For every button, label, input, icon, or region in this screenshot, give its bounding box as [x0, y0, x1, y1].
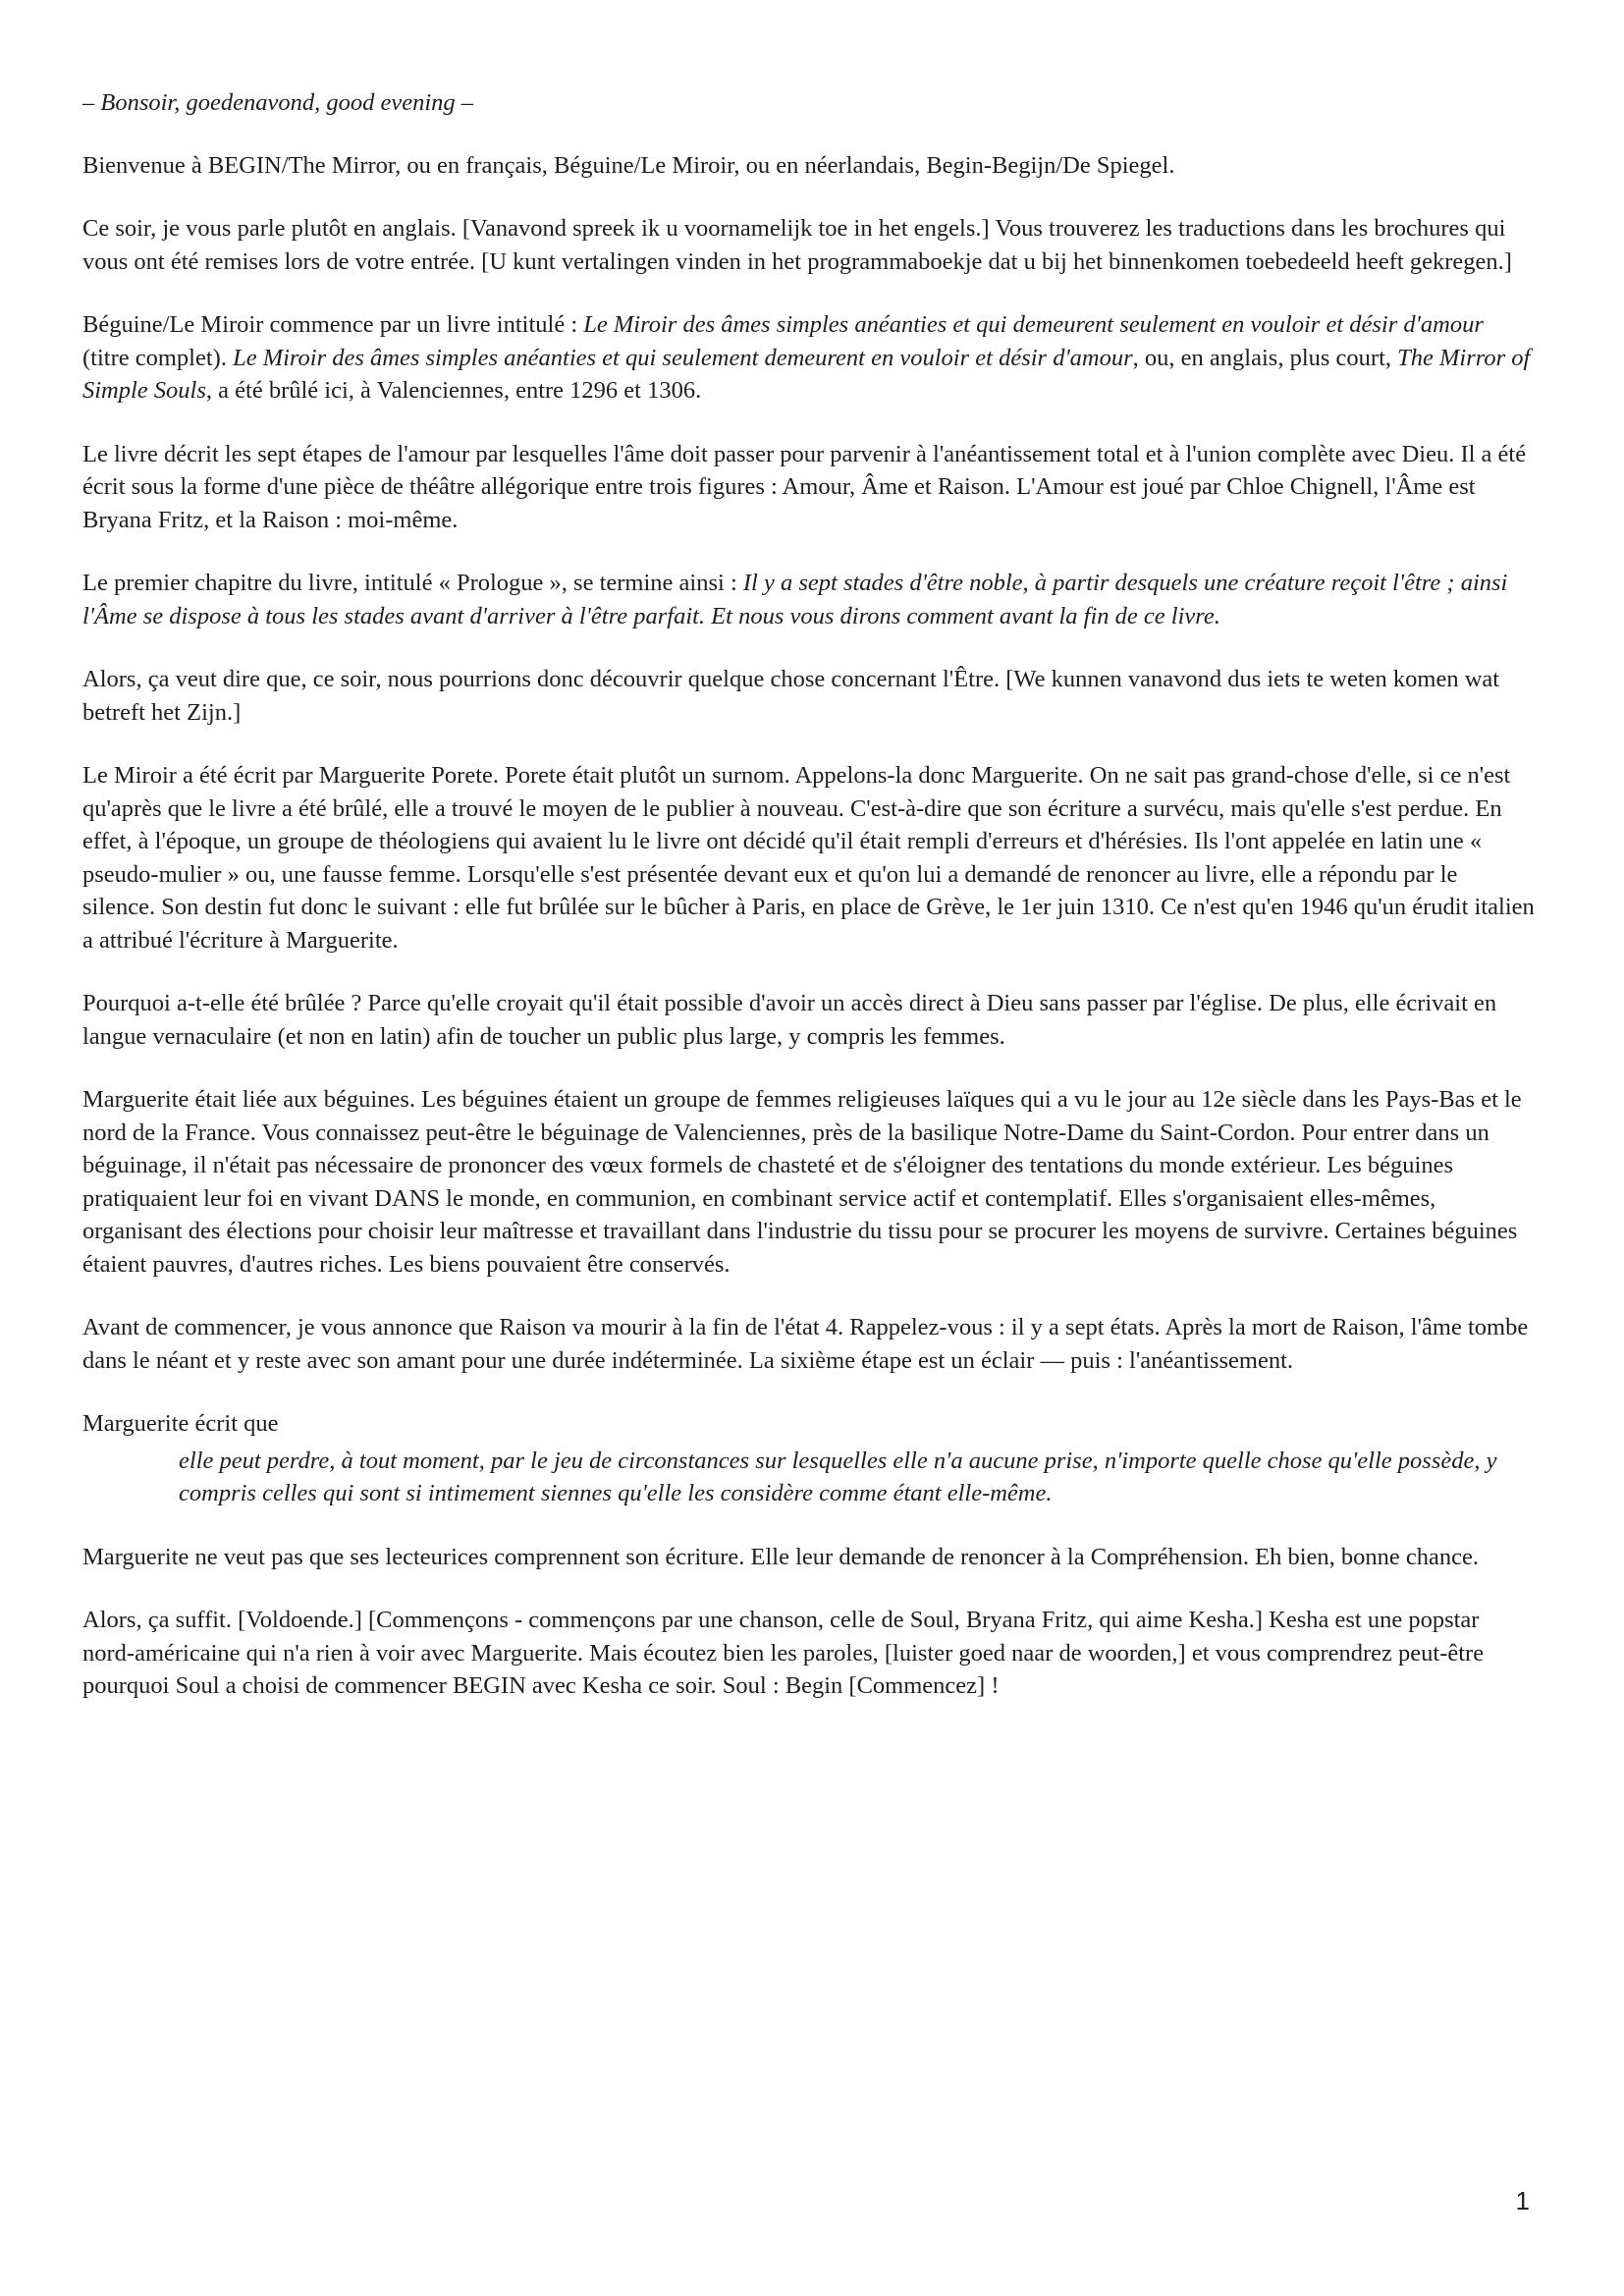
document-body: [82, 86, 1536, 1733]
book-text-3: , ou, en anglais, plus court,: [1132, 344, 1398, 371]
book-paragraph: [82, 308, 1536, 408]
book-text-2: (titre complet).: [82, 344, 234, 371]
prologue-quote: Il y a sept stades d'être noble, à partir desquels une créature reçoit l'être ; ainsi l'Âme se dispose à tous les stades avant d'arriver à l'être parfait. Et nous vous dirons comment avant la fin de ce livre.: [82, 570, 1508, 629]
book-title-full: Le Miroir des âmes simples anéanties et qui demeurent seulement en vouloir et désir d'amour: [583, 311, 1484, 338]
understanding-paragraph: Marguerite ne veut pas que ses lecteurices comprennent son écriture. Elle leur demande de renoncer à la Compréhension. Eh bien, bonne chance.: [82, 1543, 1480, 1570]
block-quote: elle peut perdre, à tout moment, par le jeu de circonstances sur lesquelles elle n'a aucune prise, n'importe quelle chose qu'elle possède, y compris celles qui sont si intimement siennes qu'elle les considère comme étant elle-même.: [179, 1447, 1497, 1506]
marguerite-paragraph: Le Miroir a été écrit par Marguerite Porete. Porete était plutôt un surnom. Appelons-la donc Marguerite. On ne sait pas grand-chose d'elle, si ce n'est qu'après que le livre a été brûlé, elle a trouvé le moyen de le publier à nouveau. C'est-à-dire que son écriture a survécu, mais qu'elle s'est perdue. En effet, à l'époque, un groupe de théologiens qui avaient lu le livre ont décidé qu'il était rempli d'erreurs et d'hérésies. Ils l'ont appelée en latin une « pseudo-mulier » ou, une fausse femme. Lorsqu'elle s'est présentée devant eux et qu'on lui a demandé de renoncer au livre, elle a répondu par le silence. Son destin fut donc le suivant : elle fut brûlée sur le bûcher à Paris, en place de Grève, le 1er juin 1310. Ce n'est qu'en 1946 qu'un érudit italien a attribué l'écriture à Marguerite.: [82, 762, 1535, 954]
closing-paragraph: Alors, ça suffit. [Voldoende.] [Commençons - commençons par une chanson, celle de Soul, Bryana Fritz, qui aime Kesha.] Kesha est une popstar nord-américaine qui n'a rien à voir avec Marguerite. Mais écoutez bien les paroles, [luister goed naar de woorden,] et vous comprendrez peut-être pourquoi Soul a choisi de commencer BEGIN avec Kesha ce soir. Soul : Begin [Commencez] !: [82, 1607, 1485, 1699]
prologue-paragraph: [82, 567, 1536, 632]
why-paragraph: Pourquoi a-t-elle été brûlée ? Parce qu'elle croyait qu'il était possible d'avoir un accès direct à Dieu sans passer par l'église. De plus, elle écrivait en langue vernaculaire (et non en latin) afin de toucher un public plus large, y compris les femmes.: [82, 990, 1497, 1050]
greeting: – Bonsoir, goedenavond, good evening –: [82, 89, 474, 116]
prologue-text: Le premier chapitre du livre, intitulé « Prologue », se termine ainsi :: [82, 570, 743, 596]
stages-paragraph: Le livre décrit les sept étapes de l'amour par lesquelles l'âme doit passer pour parvenir à l'anéantissement total et à l'union complète avec Dieu. Il a été écrit sous la forme d'une pièce de théâtre allégorique entre trois figures : Amour, Âme et Raison. L'Amour est joué par Chloe Chignell, l'Âme est Bryana Fritz, et la Raison : moi-même.: [82, 440, 1527, 533]
book-title-variant: Le Miroir des âmes simples anéanties et qui seulement demeurent en vouloir et désir d'amour: [233, 344, 1133, 371]
language-paragraph: Ce soir, je vous parle plutôt en anglais. [Vanavond spreek ik u voornamelijk toe in het engels.] Vous trouverez les traductions dans les brochures qui vous ont été remises lors de votre entrée. [U kunt vertalingen vinden in het programmaboekje dat u bij het binnenkomen toebedeeld heeft gekregen.]: [82, 215, 1512, 275]
book-text-1: Béguine/Le Miroir commence par un livre intitulé :: [82, 311, 584, 338]
welcome-paragraph: Bienvenue à BEGIN/The Mirror, ou en français, Béguine/Le Miroir, ou en néerlandais, Begin-Begijn/De Spiegel.: [82, 151, 1175, 179]
reason-paragraph: Avant de commencer, je vous annonce que Raison va mourir à la fin de l'état 4. Rappelez-vous : il y a sept états. Après la mort de Raison, l'âme tombe dans le néant et y reste avec son amant pour une durée indéterminée. La sixième étape est un éclair — puis : l'anéantissement.: [82, 1314, 1529, 1374]
book-text-4: , a été brûlé ici, à Valenciennes, entre 1296 et 1306.: [205, 377, 702, 404]
page-number: 1: [1515, 2186, 1530, 2215]
quote-intro: Marguerite écrit que: [82, 1410, 279, 1437]
beguines-paragraph: Marguerite était liée aux béguines. Les béguines étaient un groupe de femmes religieuses laïques qui a vu le jour au 12e siècle dans les Pays-Bas et le nord de la France. Vous connaissez peut-être le béguinage de Valenciennes, près de la basilique Notre-Dame du Saint-Cordon. Pour entrer dans un béguinage, il n'était pas nécessaire de prononcer des vœux formels de chasteté et de s'éloigner des tentations du monde extérieur. Les béguines pratiquaient leur foi en vivant DANS le monde, en communion, en combinant service actif et contemplatif. Elles s'organisaient elles-mêmes, organisant des élections pour choisir leur maîtresse et travaillant dans l'industrie du tissu pour se procurer les moyens de survivre. Certaines béguines étaient pauvres, d'autres riches. Les biens pouvaient être conservés.: [82, 1086, 1522, 1278]
book-title-english: The Mirror of Simple Souls: [82, 344, 1531, 404]
being-paragraph: Alors, ça veut dire que, ce soir, nous pourrions donc découvrir quelque chose concernant l'Être. [We kunnen vanavond dus iets te weten komen wat betreft het Zijn.]: [82, 666, 1500, 726]
